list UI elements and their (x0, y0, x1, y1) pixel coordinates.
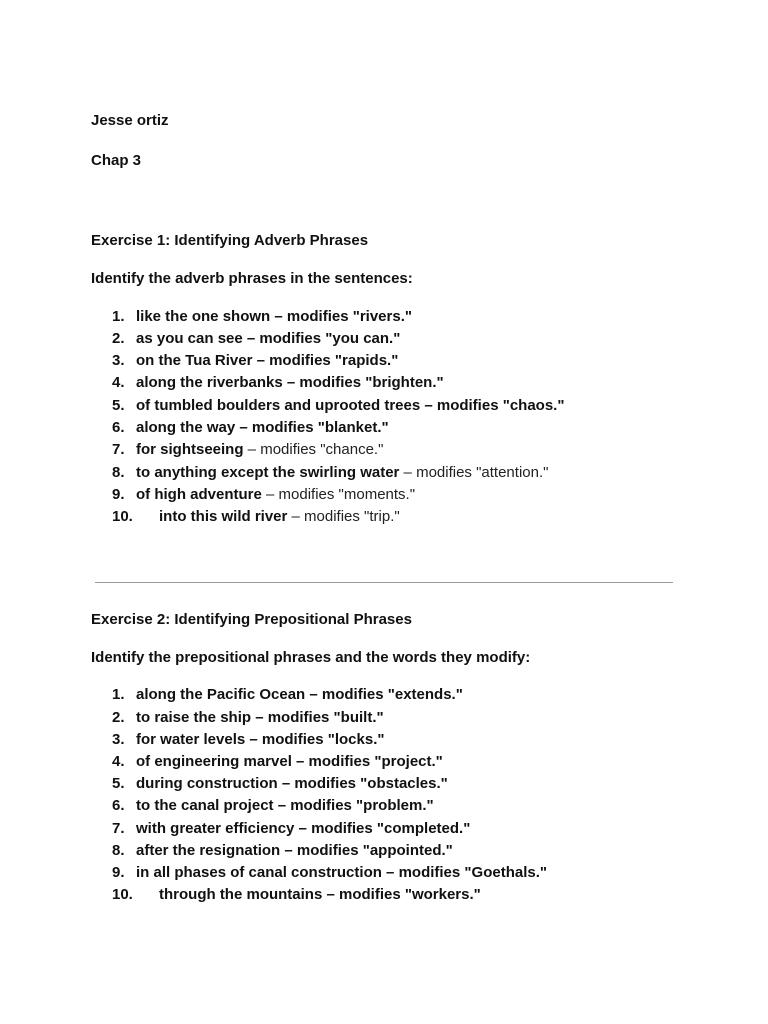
list-item-number: 9. (112, 864, 125, 881)
list-item-phrase: to the canal project – modifies "problem." (136, 797, 434, 814)
list-item-phrase: in all phases of canal construction – modifies "Goethals." (136, 864, 547, 881)
exercise2-title: Exercise 2: Identifying Prepositional Phrases (91, 611, 412, 628)
exercise2-instruction: Identify the prepositional phrases and the words they modify: (91, 649, 531, 666)
list-item-phrase: along the riverbanks – modifies "brighten." (136, 374, 444, 391)
list-item-phrase: for water levels – modifies "locks." (136, 731, 385, 748)
list-item-number: 7. (112, 820, 125, 837)
list-item-number: 3. (112, 352, 125, 369)
list-item-number: 2. (112, 709, 125, 726)
list-item-number: 8. (112, 464, 125, 481)
exercise1-instruction: Identify the adverb phrases in the sentences: (91, 270, 413, 287)
list-item-phrase: along the way – modifies "blanket." (136, 419, 389, 436)
list-item-number: 7. (112, 441, 125, 458)
list-item-number: 6. (112, 797, 125, 814)
list-item-number: 9. (112, 486, 125, 503)
list-item-number: 4. (112, 753, 125, 770)
author-name: Jesse ortiz (91, 112, 169, 129)
list-item-phrase: of high adventure (136, 486, 262, 503)
list-item-phrase: with greater efficiency – modifies "completed." (136, 820, 471, 837)
list-item-number: 6. (112, 419, 125, 436)
list-item-modifier: – modifies "chance." (243, 441, 384, 458)
exercise1-title: Exercise 1: Identifying Adverb Phrases (91, 232, 369, 249)
list-item-number: 10. (112, 508, 133, 525)
list-item-phrase: along the Pacific Ocean – modifies "extends." (136, 686, 463, 703)
list-item-phrase: as you can see – modifies "you can." (136, 330, 401, 347)
list-item-number: 2. (112, 330, 125, 347)
list-item-number: 1. (112, 686, 125, 703)
list-item-number: 8. (112, 842, 125, 859)
list-item-phrase: of engineering marvel – modifies "project." (136, 753, 443, 770)
list-item-phrase: like the one shown – modifies "rivers." (136, 308, 412, 325)
list-item-modifier: – modifies "trip." (287, 508, 400, 525)
list-item-phrase: to anything except the swirling water (136, 464, 400, 481)
list-item-phrase: to raise the ship – modifies "built." (136, 709, 384, 726)
list-item-phrase: after the resignation – modifies "appointed." (136, 842, 453, 859)
list-item-number: 4. (112, 374, 125, 391)
list-item-number: 1. (112, 308, 125, 325)
list-item-modifier: – modifies "moments." (261, 486, 416, 503)
list-item-phrase: into this wild river (159, 508, 288, 525)
list-item-number: 3. (112, 731, 125, 748)
list-item-number: 10. (112, 886, 133, 903)
list-item-phrase: on the Tua River – modifies "rapids." (136, 352, 399, 369)
list-item-phrase: through the mountains – modifies "workers." (159, 886, 481, 903)
list-item-number: 5. (112, 397, 125, 414)
chapter-label: Chap 3 (91, 152, 142, 169)
list-item-modifier: – modifies "attention." (399, 464, 549, 481)
list-item-phrase: during construction – modifies "obstacles." (136, 775, 448, 792)
horizontal-divider (95, 582, 673, 583)
list-item-phrase: for sightseeing (136, 441, 244, 458)
list-item-phrase: of tumbled boulders and uprooted trees – modifies "chaos." (136, 397, 565, 414)
list-item-number: 5. (112, 775, 125, 792)
